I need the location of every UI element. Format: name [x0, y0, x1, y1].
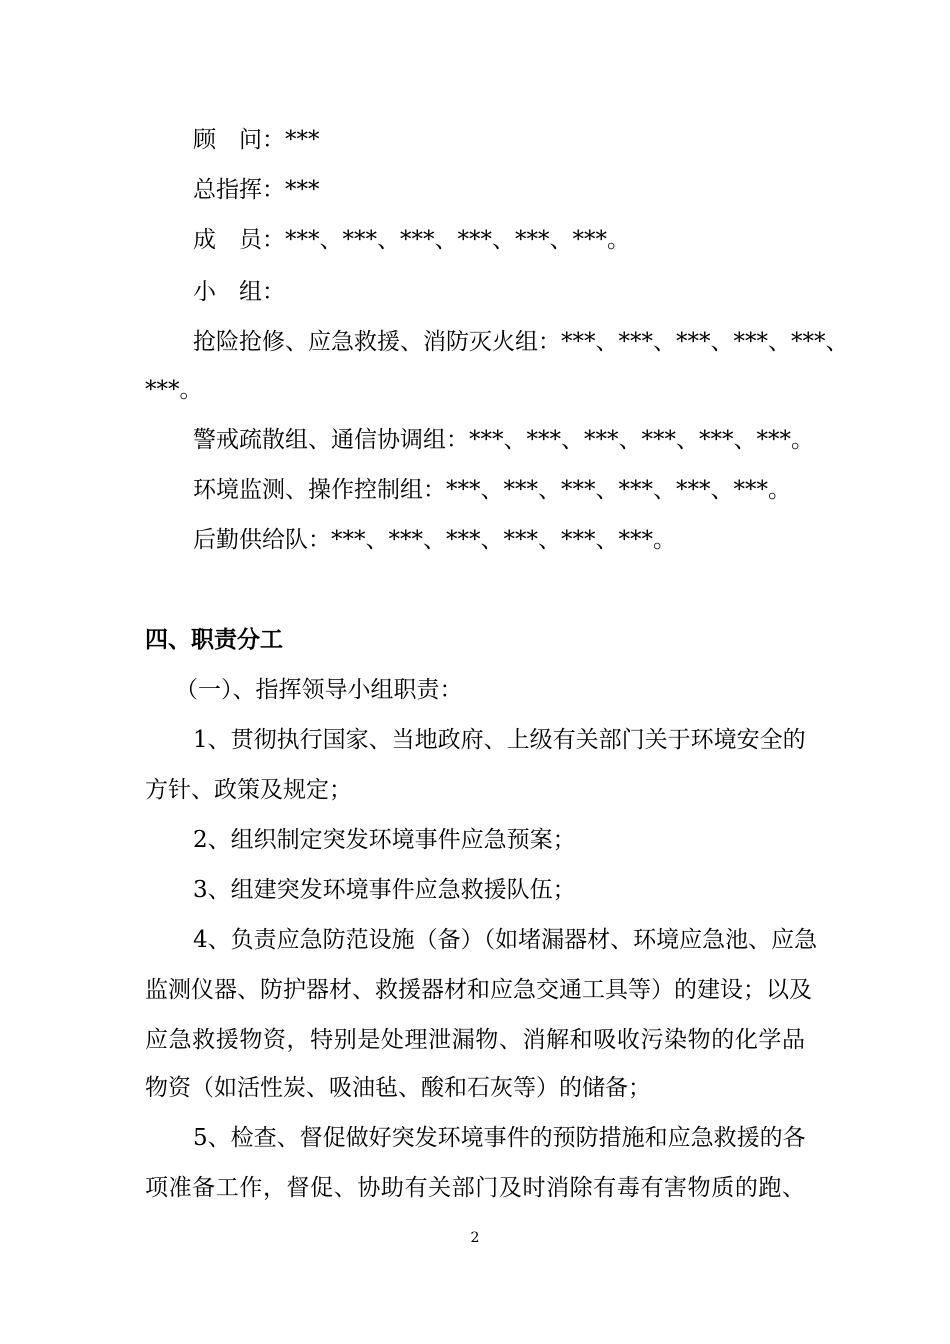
- rescue-group-line: 抢险抢修、应急救援、消防灭火组：***、***、***、***、***、: [193, 329, 849, 355]
- paragraph-line: 2、组织制定突发环境事件应急预案；: [193, 827, 576, 853]
- paragraph-line: 项准备工作，督促、协助有关部门及时消除有毒有害物质的跑、: [145, 1175, 805, 1201]
- paragraph-line: 5、检查、督促做好突发环境事件的预防措施和应急救援的各: [193, 1125, 806, 1151]
- paragraph-line: 方针、政策及规定；: [145, 777, 352, 803]
- paragraph-line: 监测仪器、防护器材、救援器材和应急交通工具等）的建设；以及: [145, 977, 812, 1003]
- paragraph-line: 3、组建突发环境事件应急救援队伍；: [193, 877, 576, 903]
- paragraph-line: 物资（如活性炭、吸油毡、酸和石灰等）的储备；: [145, 1075, 651, 1101]
- advisor-line: 顾 问：***: [193, 127, 320, 153]
- commander-line: 总指挥：***: [193, 177, 320, 203]
- paragraph-line: 4、负责应急防范设施（备）（如堵漏器材、环境应急池、应急: [193, 927, 818, 953]
- logistics-team-line: 后勤供给队：***、***、***、***、***、***。: [193, 527, 676, 553]
- subsection-heading: （一）、指挥领导小组职责：: [175, 677, 463, 703]
- rescue-group-line-cont: ***。: [145, 377, 203, 403]
- paragraph-line: 应急救援物资，特别是处理泄漏物、消解和吸收污染物的化学品: [145, 1027, 805, 1053]
- evacuation-group-line: 警戒疏散组、通信协调组：***、***、***、***、***、***。: [193, 427, 814, 453]
- page-number: 2: [470, 1230, 480, 1246]
- groups-line: 小 组：: [193, 279, 285, 305]
- paragraph-line: 1、贯彻执行国家、当地政府、上级有关部门关于环境安全的: [193, 727, 806, 753]
- section-heading: 四、职责分工: [145, 626, 283, 653]
- monitoring-group-line: 环境监测、操作控制组：***、***、***、***、***、***。: [193, 477, 791, 503]
- members-line: 成 员：***、***、***、***、***、***。: [193, 227, 630, 253]
